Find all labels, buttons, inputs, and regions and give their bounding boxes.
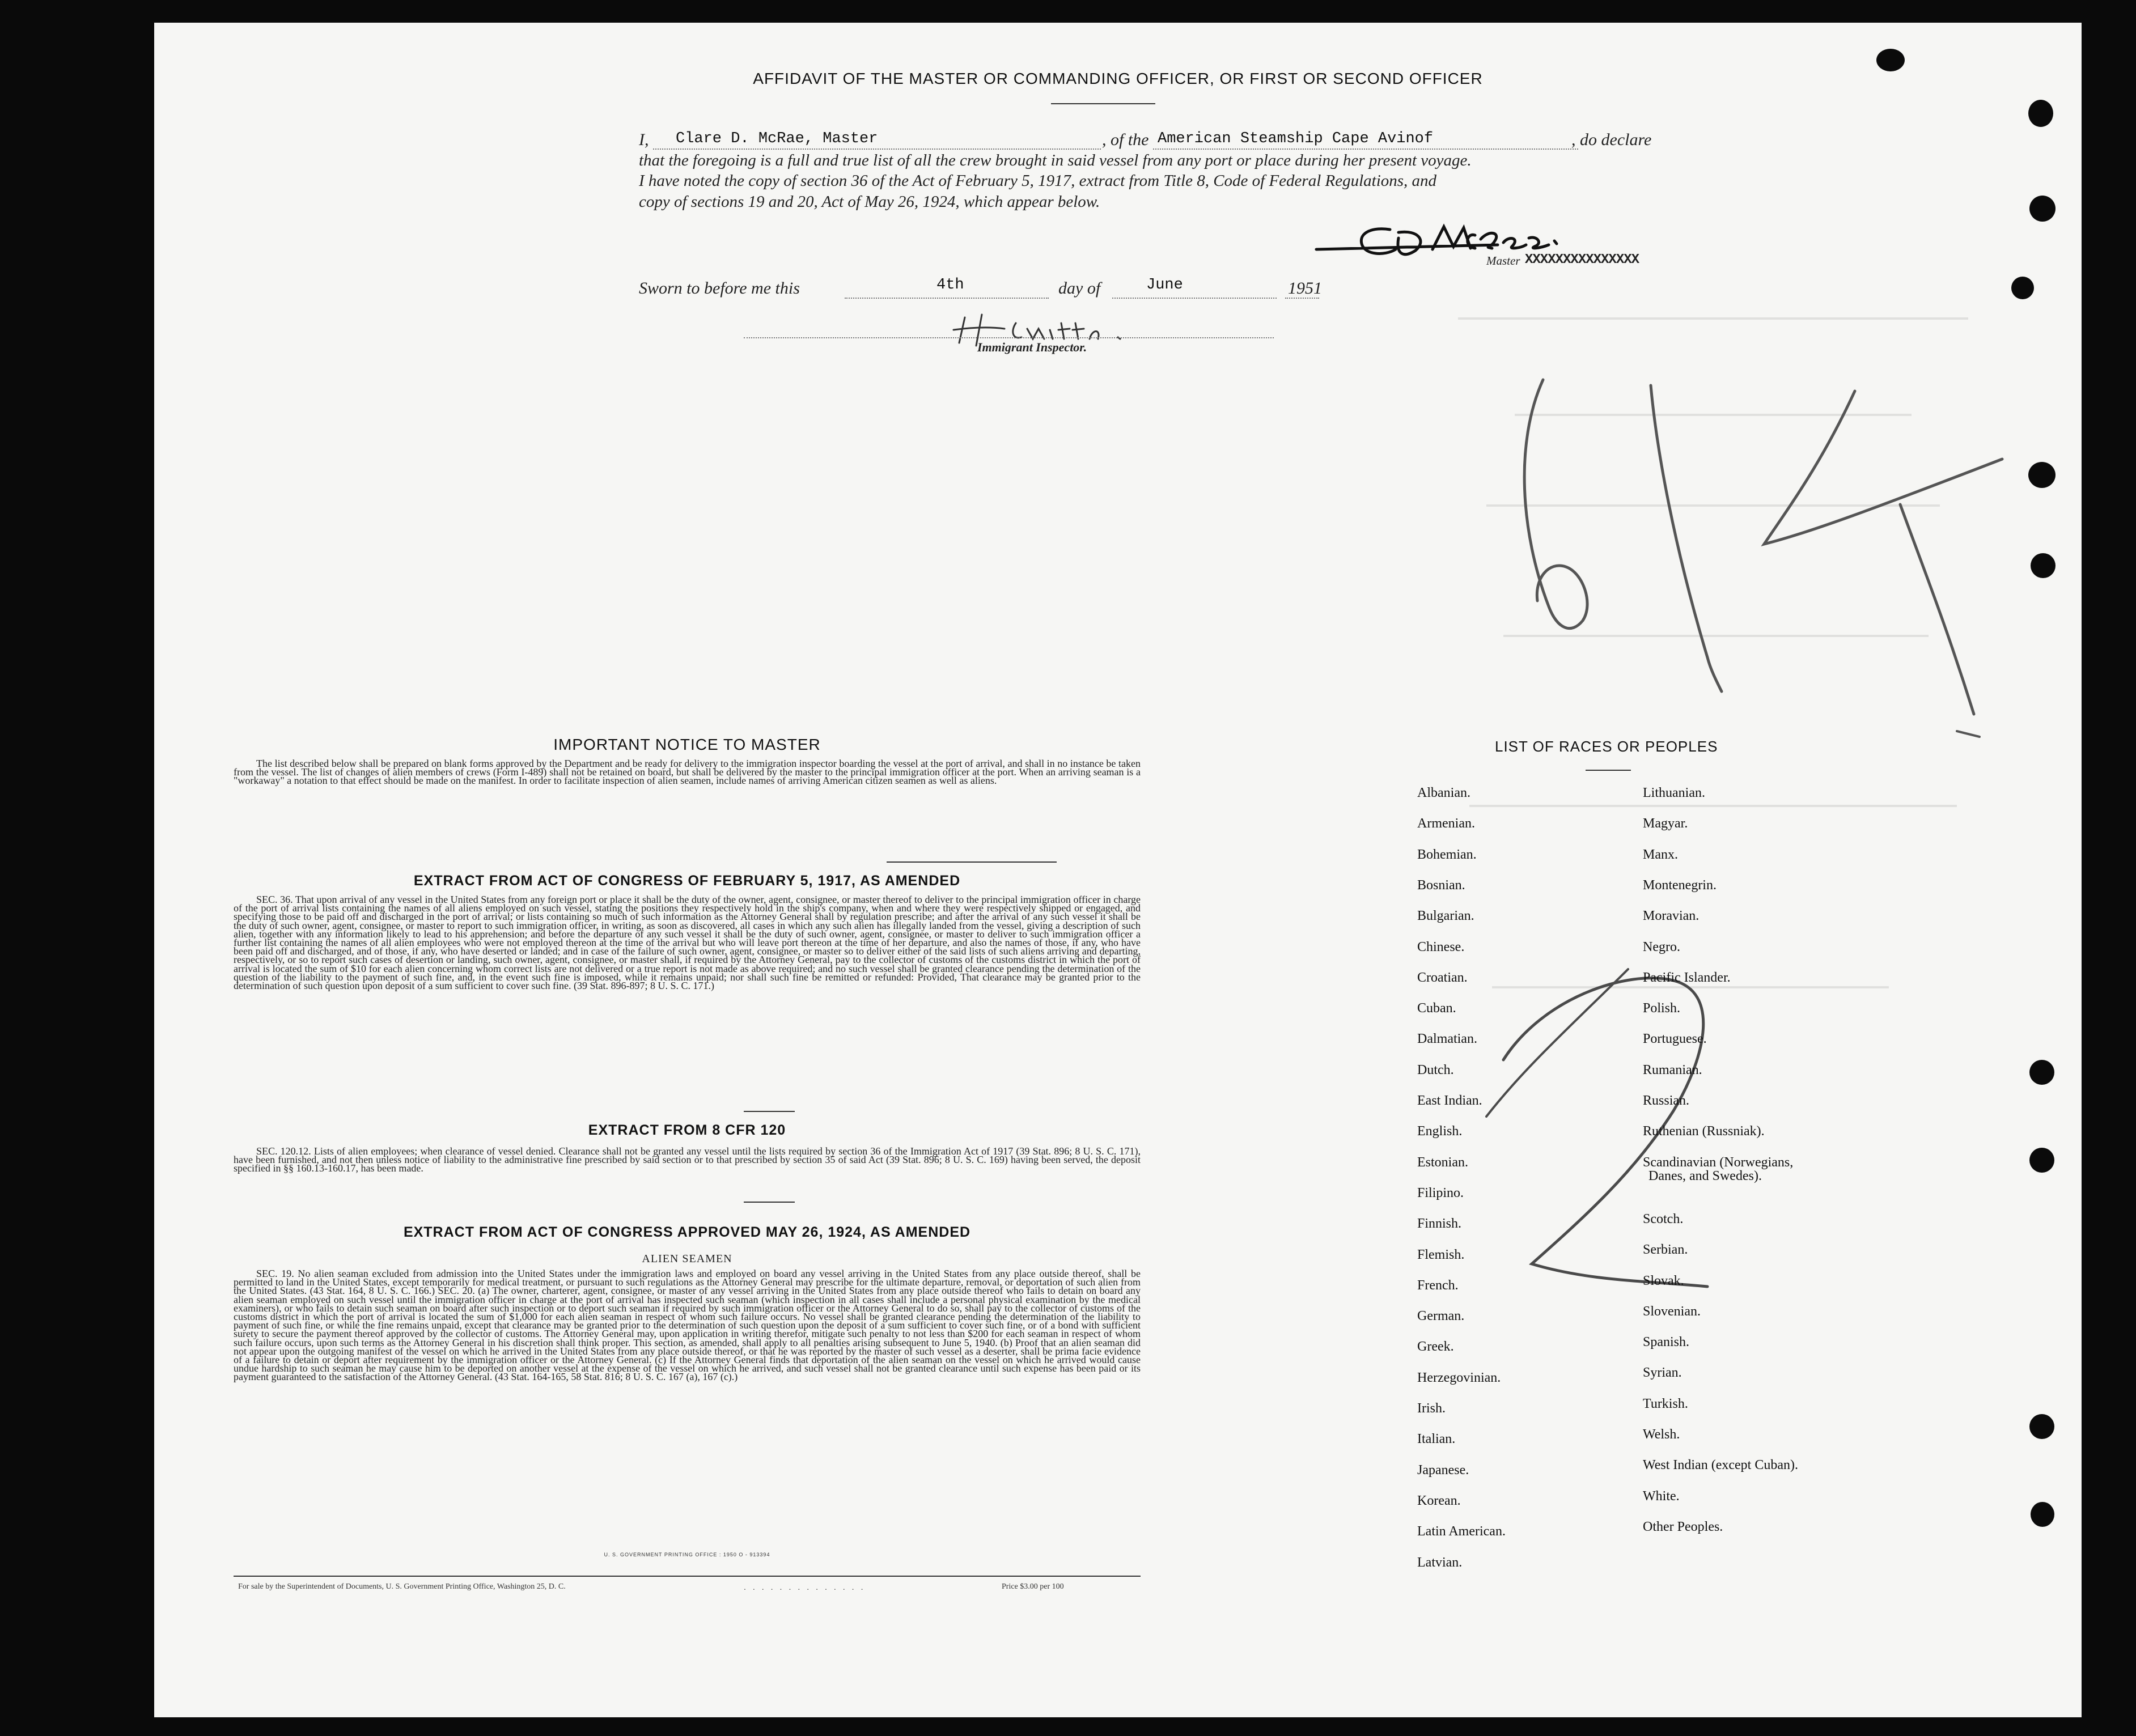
race-item: Bosnian. — [1417, 877, 1465, 893]
race-item: Polish. — [1643, 1001, 1681, 1016]
race-item: Magyar. — [1643, 816, 1688, 831]
race-item: Flemish. — [1417, 1247, 1465, 1262]
extract-1917-title: EXTRACT FROM ACT OF CONGRESS OF FEBRUARY 5, 1917, AS AMENDED — [413, 873, 961, 889]
extract-1917-body: SEC. 36. That upon arrival of any vessel in the United States from any foreign port or place it shall be the duty of the owner, agent, consignee, or master thereof to deliver to the principal immigration officer in charge of the port of arrival lists containing the names of all aliens employed on such vessel, stating the positions they respectively hold in the ship's company, when and where they were respectively shipped or engaged, and specifying those to be paid off and discharged in the port of arrival; or lists containing so much of such information as the Attorney General shall by regulation prescribe; and after the arrival of any such vessel it shall be the duty of such owner, agent, consignee, or master to report to such immigration officer, in writing, as soon as discovered, all cases in which any such alien has illegally landed from the vessel, giving a description of such alien, together with any information likely to lead to his apprehension; and before the departure of any such vessel it shall be the duty of such owner, agent, consignee, or master to deliver to such immigration officer a further list containing the names of all alien employees who were not employed thereon at the time of the arrival but who will leave port thereon at the time of her departure, and also the names of those, if any, who have been paid off and discharged, and of those, if any, who have deserted or landed; and in case of the failure of such owner, agent, consignee, or master so to deliver either of the said lists of such aliens arriving and departing, respectively, or so to report such cases of desertion or landing, such owner, agent, consignee, or master shall, if required by the Attorney General, pay to the collector of customs of the customs district in which the port of arrival is located the sum of $10 for each alien concerning whom correct lists are not delivered or a true report is not made as above required; and no such vessel shall be granted clearance pending the determination of the question of the liability to the payment of such fine, and, in the event such fine is imposed, while it remains unpaid; nor shall such fine be remitted or refunded: Provided, That clearance may be granted prior to the determination of such question upon deposit of a sum sufficient to cover such fine. (39 Stat. 896-897; 8 U. S. C. 171.) — [234, 894, 1141, 992]
extract-1924-subtitle: ALIEN SEAMEN — [642, 1253, 732, 1265]
master-name: Clare D. McRae, Master — [676, 130, 878, 147]
affidavit-line-2: that the foregoing is a full and true list of all the crew brought in said vessel from any port or place during her present voyage. — [639, 151, 1472, 169]
punch-hole — [2028, 100, 2053, 127]
affidavit-line-3: I have noted the copy of section 36 of the Act of February 5, 1917, extract from Title 8, Code of Federal Regulations, and — [639, 172, 1437, 190]
race-item: Negro. — [1643, 939, 1680, 954]
race-item: Slovenian. — [1643, 1304, 1701, 1319]
race-item: English. — [1417, 1124, 1463, 1139]
extract-cfr-body: SEC. 120.12. Lists of alien employees; when clearance of vessel denied. Clearance shall not be granted any vessel until the lists required by section 36 of the Immigration Act of 1917 (39 Stat. 896; 8 U. S. C. 171), have been furnished, and not then unless notice of liability to the administrative fine prescribed by said section or to that prescribed by section 35 of said Act (39 Stat. 896; 8 U. S. C. 169) having been served, the deposit specified in §§ 160.13-160.17, has been made. — [234, 1145, 1141, 1174]
extract-1924-body: SEC. 19. No alien seaman excluded from admission into the United States under the immigration laws and employed on board any vessel arriving in the United States from any place outside thereof, shall be permitted to land in the United States, except temporarily for medical treatment, or pursuant to such regulations as the Attorney General may prescribe for the ultimate departure, removal, or deportation of such alien from the United States. (43 Stat. 164, 8 U. S. C. 166.) SEC. 20. (a) The owner, charterer, agent, consignee, or master of any vessel arriving in the United States from any place outside thereof who fails to detain on board any alien seaman employed on such vessel until the immigration officer in charge at the port of arrival has inspected such seaman (which inspection in all cases shall include a personal physical examination by the medical examiners), or who fails to detain such seaman on board after such inspection or to deport such seaman if required by such immigration officer or the Attorney General to do so, shall pay to the collector of customs of the customs district in which the port of arrival is located the sum of $1,000 for each alien seaman in respect of whom such failure occurs. No vessel shall be granted clearance pending the determination of the liability to payment of such fine, or while the fine remains unpaid, except that clearance may be granted prior to the determination of such question upon the deposit of a sum sufficient to cover such fine, or of a bond with sufficient surety to secure the payment thereof approved by the collector of customs. The Attorney General may, upon application in writing therefor, mitigate such penalty to not less than $200 for each seaman in respect of whom such failure occurs, upon such terms as the Attorney General in his discretion shall think proper. This section, as amended, shall apply to all penalties arising subsequent to June 5, 1940. (b) Proof that an alien seaman did not appear upon the outgoing manifest of the vessel on which he arrived in the United States from any place outside thereof, or that he was reported by the master of such vessel as a deserter, shall be prima facie evidence of a failure to detain or deport after requirement by the immigration officer or the Attorney General. (c) If the Attorney General finds that deportation of the alien seaman on the vessel on which he arrived would cause undue hardship to such seaman he may cause him to be deported on another vessel at the expense of the vessel on which he arrived, and such vessel shall not be granted clearance until such expense has been paid or its payment guaranteed to the satisfaction of the Attorney General. (43 Stat. 164-165, 58 Stat. 816; 8 U. S. C. 167 (a), 167 (c).) — [234, 1268, 1141, 1383]
pencil-annotation-614 — [1413, 363, 2036, 771]
punch-hole — [2029, 1414, 2054, 1439]
master-label: Master — [1486, 254, 1520, 268]
race-item: Japanese. — [1417, 1462, 1469, 1478]
punch-hole — [2029, 1060, 2054, 1085]
race-item: Albanian. — [1417, 786, 1470, 800]
extract-1924-title: EXTRACT FROM ACT OF CONGRESS APPROVED MAY 26, 1924, AS AMENDED — [403, 1224, 971, 1240]
punch-hole — [2031, 553, 2056, 578]
races-title: LIST OF RACES OR PEOPLES — [1495, 738, 1718, 755]
race-item: White. — [1643, 1488, 1680, 1504]
race-item: Manx. — [1643, 847, 1678, 862]
do-declare-text: , do declare — [1571, 130, 1652, 149]
race-item: Pacific Islander. — [1643, 970, 1731, 985]
race-item: German. — [1417, 1309, 1465, 1324]
race-item: Herzegovinian. — [1417, 1370, 1501, 1385]
inspector-label: Immigrant Inspector. — [977, 340, 1087, 354]
punch-hole — [2031, 1502, 2054, 1527]
race-item: Croatian. — [1417, 970, 1468, 985]
race-item: Syrian. — [1643, 1365, 1682, 1381]
race-item: Latin American. — [1417, 1524, 1506, 1539]
notice-body: The list described below shall be prepared on blank forms approved by the Department and be ready for delivery to the immigration inspector boarding the vessel at the port of arrival, and shall in no instance be taken from the vessel. The list of changes of alien members of crews (Form I-489) shall not be retained on board, but shall be delivered by the master to the principal immigration officer at the port. When an arriving seaman is a "workaway" a notation to that effect should be made on the manifest. In order to facilitate inspection of alien seamen, include names of arriving American citizen seamen as well as aliens. — [234, 758, 1141, 787]
sworn-day: 4th — [936, 277, 964, 294]
race-item: Ruthenian (Russniak). — [1643, 1124, 1765, 1139]
race-item: Russian. — [1643, 1093, 1690, 1108]
race-item: Turkish. — [1643, 1396, 1688, 1411]
divider-1 — [887, 861, 1057, 863]
race-item: Bulgarian. — [1417, 909, 1474, 924]
race-item: Lithuanian. — [1643, 786, 1705, 800]
vessel-name: American Steamship Cape Avinof — [1158, 130, 1434, 147]
race-item: Rumanian. — [1643, 1062, 1702, 1077]
affidavit-title: AFFIDAVIT OF THE MASTER OR COMMANDING OFFICER, OR FIRST OR SECOND OFFICER — [753, 70, 1483, 87]
race-item: Bohemian. — [1417, 847, 1477, 862]
race-item: Danes, and Swedes). — [1648, 1168, 1762, 1183]
race-item: Scandinavian (Norwegians, — [1643, 1154, 1794, 1170]
race-item: Welsh. — [1643, 1427, 1680, 1442]
race-item: Italian. — [1417, 1432, 1456, 1447]
punch-hole — [2029, 196, 2056, 222]
notice-title: IMPORTANT NOTICE TO MASTER — [553, 736, 821, 753]
race-item: West Indian (except Cuban). — [1643, 1458, 1798, 1473]
race-item: Latvian. — [1417, 1555, 1463, 1570]
divider-3 — [744, 1202, 795, 1203]
race-item: Cuban. — [1417, 1001, 1456, 1016]
races-title-underline — [1586, 770, 1631, 771]
race-item: Dalmatian. — [1417, 1032, 1477, 1047]
footer-price: Price $3.00 per 100 — [1002, 1582, 1064, 1591]
punch-hole — [2029, 1148, 2054, 1173]
race-item: Armenian. — [1417, 816, 1475, 831]
race-item: Estonian. — [1417, 1154, 1468, 1170]
day-of-text: day of — [1058, 279, 1101, 298]
race-item: Scotch. — [1643, 1211, 1684, 1226]
race-item: Filipino. — [1417, 1185, 1464, 1200]
sworn-year: 1951 — [1288, 279, 1322, 298]
footer-rule — [234, 1576, 1141, 1577]
race-item: Slovak. — [1643, 1273, 1684, 1288]
race-item: Korean. — [1417, 1493, 1461, 1508]
extract-cfr-title: EXTRACT FROM 8 CFR 120 — [588, 1122, 786, 1138]
footer-sale-note: For sale by the Superintendent of Documents, U. S. Government Printing Office, Washington 25, D. C. — [238, 1582, 566, 1591]
document-page: AFFIDAVIT OF THE MASTER OR COMMANDING OFFICER, OR FIRST OR SECOND OFFICER I, Clare D. McRae, Master , of the American Steamship Cape Avinof , do declare that the foregoing is a full and true list of all the crew brought in said vessel from any port or place during her present voyage. I have noted the copy of section 36 of the Act of February 5, 1917, extract from Title 8, Code of Federal Regulations, and copy of sections 19 and 20, Act of May 26, 1924, which appear below. Master XXXXXXXXXXXXXXX Sworn to before me this 4th day of June 1951 Immigrant Inspector. IMPORTANT NOTICE TO MASTER The list described below shall be prepared on blank forms approved by the Department and be ready for delivery to the immigration inspector boarding the vessel at the port of arrival, and shall in no instance be taken from the vessel. The list of changes of alien members of crews (Form I-489) shall not be retained on board, but shall be delivered by the master to the principal immigration officer at the port. When an arriving seaman is a "workaway" a notation to that effect should be made on the manifest. In order to facilitate inspection of alien seamen, include names of arriving American citizen seamen as well as aliens. EXTRACT FROM ACT OF CONGRESS OF FEBRUARY 5, 1917, AS AMENDED SEC. 36. That upon arrival of any vessel in the United States from any foreign port or place it shall be the duty of the owner, agent, consignee, or master thereof to deliver to the principal immigration officer in charge of the port of arrival lists containing the names of all aliens employed on such vessel, stating the positions they respectively hold in the ship's company, when and where they were respectively shipped or engaged, and specifying those to be paid off and discharged in the port of arrival; or lists containing so much of such information as the Attorney General shall by regulation prescribe; and after the arrival of any such vessel it shall be the duty of such owner, agent, consignee, or master to report to such immigration officer, in writing, as soon as discovered, all cases in which any such alien has illegally landed from the vessel, giving a description of such alien, together with any information likely to lead to his apprehension; and before the departure of any such vessel it shall be the duty of such owner, agent, consignee, or master to deliver to such immigration officer a further list containing the names of all alien employees who were not employed thereon at the time of the arrival but who will leave port thereon at the time of her departure, and also the names of those, if any, who have been paid off and discharged, and of those, if any, who have deserted or landed; and in case of the failure of such owner, agent, consignee, or master so to deliver either of the said lists of such aliens arriving and departing, respectively, or so to report such cases of desertion or landing, such owner, agent, consignee, or master shall, if required by the Attorney General, pay to the collector of customs of the customs district in which the port of arrival is located the sum of $10 for each alien concerning whom correct lists are not delivered or a true report is not made as above required; and no such vessel shall be granted clearance pending the determination of the question of the liability to the payment of such fine, and, in the event such fine is imposed, while it remains unpaid; nor shall such fine be remitted or refunded: Provided, That clearance may be granted prior to the determination of such question upon deposit of a sum sufficient to cover such fine. (39 Stat. 896-897; 8 U. S. C. 171.) EXTRACT FROM 8 CFR 120 SEC. 120.12. Lists of alien employees; when clearance of vessel denied. Clearance shall not be granted any vessel until the lists required by section 36 of the Immigration Act of 1917 (39 Stat. 896; 8 U. S. C. 171), have been furnished, and not then unless notice of liability to the administrative fine prescribed by said section or to that prescribed by section 35 of said Act (39 Stat. 896; 8 U. S. C. 169) having been served, the deposit specified in §§ 160.13-160.17, has been made. EXTRACT FROM ACT OF CONGRESS APPROVED MAY 26, 1924, AS AMENDED ALIEN SEAMEN SEC. 19. No alien seaman excluded from admission into the United States under the immigration laws and employed on board any vessel arriving in the United States from any place outside thereof, shall be permitted to land in the United States, except temporarily for medical treatment, or pursuant to such regulations as the Attorney General may prescribe for the ultimate departure, removal, or deportation of such alien from the United States. (43 Stat. 164, 8 U. S. C. 166.) SEC. 20. (a) The owner, charterer, agent, consignee, or master of any vessel arriving in the United States from any place outside thereof who fails to detain on board any alien seaman employed on such vessel until the immigration officer in charge at the port of arrival has inspected such seaman (which inspection in all cases shall include a personal physical examination by the medical examiners), or who fails to detain such seaman on board after such inspection or to deport such seaman if required by such immigration officer or the Attorney General to do so, shall pay to the collector of customs of the customs district in which the port of arrival is located the sum of $1,000 for each alien seaman in respect of whom such failure occurs. No vessel shall be granted clearance pending the determination of the liability to payment of such fine, or while the fine remains unpaid, except that clearance may be granted prior to the determination of such question upon the deposit of a sum sufficient to cover such fine, or of a bond with sufficient surety to secure the payment thereof approved by the collector of customs. The Attorney General may, upon application in writing therefor, mitigate such penalty to not less than $200 for each seaman in respect of whom such failure occurs, upon such terms as the Attorney General in his discretion shall think proper. This section, as amended, shall apply to all penalties arising subsequent to June 5, 1940. (b) Proof that an alien seaman did not appear upon the outgoing manifest of the vessel on which he arrived in the United States from any place outside thereof, or that he was reported by the master of such vessel as a deserter, shall be prima facie evidence of a failure to detain or deport after requirement by the immigration officer or the Attorney General. (c) If the Attorney General finds that deportation of the alien seaman on the vessel on which he arrived would cause undue hardship to such seaman he may cause him to be deported on another vessel at the expense of the vessel on which he arrived, and such vessel shall not be granted clearance until such expense has been paid or its payment guaranteed to the satisfaction of the Attorney General. (43 Stat. 164-165, 58 Stat. 816; 8 U. S. C. 167 (a), 167 (c).) U. S. GOVERNMENT PRINTING OFFICE : 1950 O - 913394 For sale by the Superintendent of Documents, U. S. Government Printing Office, Washington 25, D. C. .............. Price $3.00 per 100 LIST OF RACES OR PEOPLES Albanian. Armenian. Bohemian. Bosnian. Bulgarian. Chinese. Croatian. Cuban. Dalmatian. Dutch. East Indian. English. Estonian. Filipino. Finnish. Flemish. French. German. Greek. Herzegovinian. Irish. Italian. Japanese. Korean. Latin American. Latvian. Lithuanian. Magyar. Manx. Montenegrin. Moravian. Negro. Pacific Islander. Polish. Portuguese. Rumanian. Russian. Ruthenian (Russniak). Scandinavian (Norwegians, Danes, and Swedes). Scotch. Serbian. Slovak. Slovenian. Spanish. Syrian. Turkish. Welsh. West Indian (except Cuban). White. Other Peoples. — [154, 23, 2082, 1717]
race-item: Moravian. — [1643, 909, 1700, 924]
race-item: Portuguese. — [1643, 1032, 1707, 1047]
divider-2 — [744, 1111, 795, 1112]
race-item: Serbian. — [1643, 1242, 1688, 1258]
sworn-prefix: Sworn to before me this — [639, 279, 800, 298]
race-item: Irish. — [1417, 1401, 1446, 1416]
race-item: Chinese. — [1417, 939, 1465, 954]
of-the-text: , of the — [1102, 130, 1149, 149]
race-item: Finnish. — [1417, 1216, 1462, 1232]
punch-hole — [2028, 462, 2056, 488]
race-item: Spanish. — [1643, 1335, 1690, 1350]
race-item: Greek. — [1417, 1339, 1454, 1355]
sworn-month: June — [1146, 277, 1183, 294]
race-item: East Indian. — [1417, 1093, 1482, 1108]
title-underline — [1051, 103, 1155, 104]
race-item: Other Peoples. — [1643, 1519, 1723, 1534]
race-item: Montenegrin. — [1643, 877, 1717, 893]
printing-office-note: U. S. GOVERNMENT PRINTING OFFICE : 1950 O - 913394 — [604, 1552, 770, 1557]
punch-hole — [2011, 277, 2034, 299]
punch-hole — [1876, 49, 1905, 71]
race-item: French. — [1417, 1277, 1459, 1293]
affidavit-i: I, — [639, 130, 649, 149]
master-struck-title: XXXXXXXXXXXXXXX — [1525, 252, 1639, 268]
affidavit-line-4: copy of sections 19 and 20, Act of May 26, 1924, which appear below. — [639, 193, 1100, 211]
race-item: Dutch. — [1417, 1062, 1454, 1077]
master-signature — [1305, 215, 1668, 278]
